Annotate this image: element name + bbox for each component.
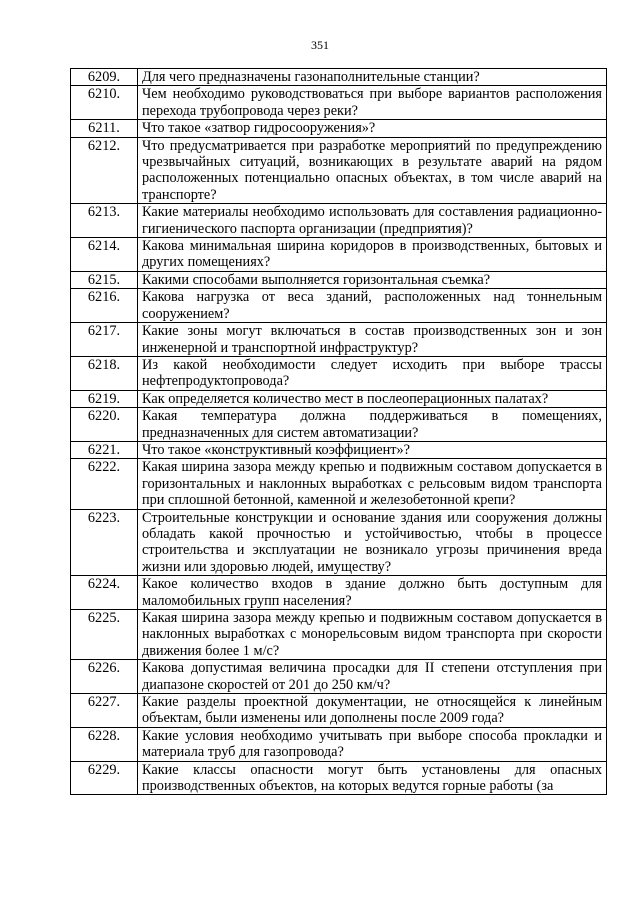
question-number: 6228. [71,727,138,761]
question-text: Для чего предназначены газонаполнительные станции? [138,69,607,86]
table-row [71,289,607,323]
table-row [71,576,607,610]
question-number: 6227. [71,694,138,728]
table-row [71,356,607,390]
question-text [138,761,607,794]
question-number: 6224. [71,576,138,610]
question-number: 6225. [71,610,138,660]
question-number: 6213. [71,204,138,238]
table-row [71,408,607,442]
table-row [71,441,607,458]
question-text: Какими способами выполняется горизонтальная съемка? [138,271,607,288]
question-number: 6220. [71,408,138,442]
question-text: Какая ширина зазора между крепью и подвижным составом допускается в горизонтальных и наклонных выработках с рельсовым видом транспорта при сплошной бетонной, каменной и железобетонной крепи? [138,459,607,509]
question-text: Какие материалы необходимо использовать для составления радиационно-гигиенического паспорта организации (предприятия)? [138,204,607,238]
table-row [71,69,607,86]
question-number: 6211. [71,120,138,137]
table-row [71,694,607,728]
question-text: Какие зоны могут включаться в состав производственных зон и зон инженерной и транспортной инфраструктур? [138,323,607,357]
question-number: 6214. [71,238,138,272]
question-text: Что такое «конструктивный коэффициент»? [138,441,607,458]
table-row [71,238,607,272]
table-row [71,271,607,288]
table-row [71,459,607,509]
question-number: 6217. [71,323,138,357]
question-text: Какова минимальная ширина коридоров в производственных, бытовых и других помещениях? [138,238,607,272]
table-row [71,86,607,120]
table-row [71,509,607,576]
table-row [71,761,607,794]
question-number: 6226. [71,660,138,694]
questions-table [70,68,607,795]
question-number: 6229. [71,761,138,794]
table-row [71,660,607,694]
question-number: 6209. [71,69,138,86]
table-row [71,610,607,660]
question-text: Какие условия необходимо учитывать при выборе способа прокладки и материала труб для газопровода? [138,727,607,761]
question-number: 6219. [71,390,138,407]
table-row [71,323,607,357]
table-row [71,727,607,761]
question-text: Строительные конструкции и основание здания или сооружения должны обладать какой прочностью и устойчивостью, чтобы в процессе строительства и эксплуатации не возникало угрозы причинения вреда жизни или здоровью людей, имуществу? [138,509,607,576]
question-text-truncated: Какие классы опасности могут быть установлены для опасных производственных объектов, на которых ведутся горные работы (за [142,761,602,794]
question-number: 6215. [71,271,138,288]
page-number: 351 [311,38,329,52]
question-text: Из какой необходимости следует исходить при выборе трассы нефтепродуктопровода? [138,356,607,390]
question-number: 6221. [71,441,138,458]
table-row [71,390,607,407]
table-row [71,204,607,238]
question-text: Какая ширина зазора между крепью и подвижным составом допускается в наклонных выработках с монорельсовым видом транспорта при скорости движения более 1 м/с? [138,610,607,660]
table-row [71,137,607,204]
question-number: 6222. [71,459,138,509]
table-row [71,120,607,137]
question-text: Какова нагрузка от веса зданий, расположенных над тоннельным сооружением? [138,289,607,323]
question-number: 6218. [71,356,138,390]
question-text: Как определяется количество мест в послеоперационных палатах? [138,390,607,407]
question-text: Какова допустимая величина просадки для II степени отступления при диапазоне скоростей от 201 до 250 км/ч? [138,660,607,694]
question-text: Какая температура должна поддерживаться в помещениях, предназначенных для систем автоматизации? [138,408,607,442]
question-text: Чем необходимо руководствоваться при выборе вариантов расположения перехода трубопровода через реки? [138,86,607,120]
question-text: Что предусматривается при разработке мероприятий по предупреждению чрезвычайных ситуаций, возникающих в результате аварий на рядом расположенных потенциально опасных объектах, в том числе аварий на транспорте? [138,137,607,204]
question-text: Что такое «затвор гидросооружения»? [138,120,607,137]
question-number: 6212. [71,137,138,204]
question-number: 6223. [71,509,138,576]
question-text: Какие разделы проектной документации, не относящейся к линейным объектам, были изменены или дополнены после 2009 года? [138,694,607,728]
question-number: 6210. [71,86,138,120]
question-number: 6216. [71,289,138,323]
question-text: Какое количество входов в здание должно быть доступным для маломобильных групп населения? [138,576,607,610]
